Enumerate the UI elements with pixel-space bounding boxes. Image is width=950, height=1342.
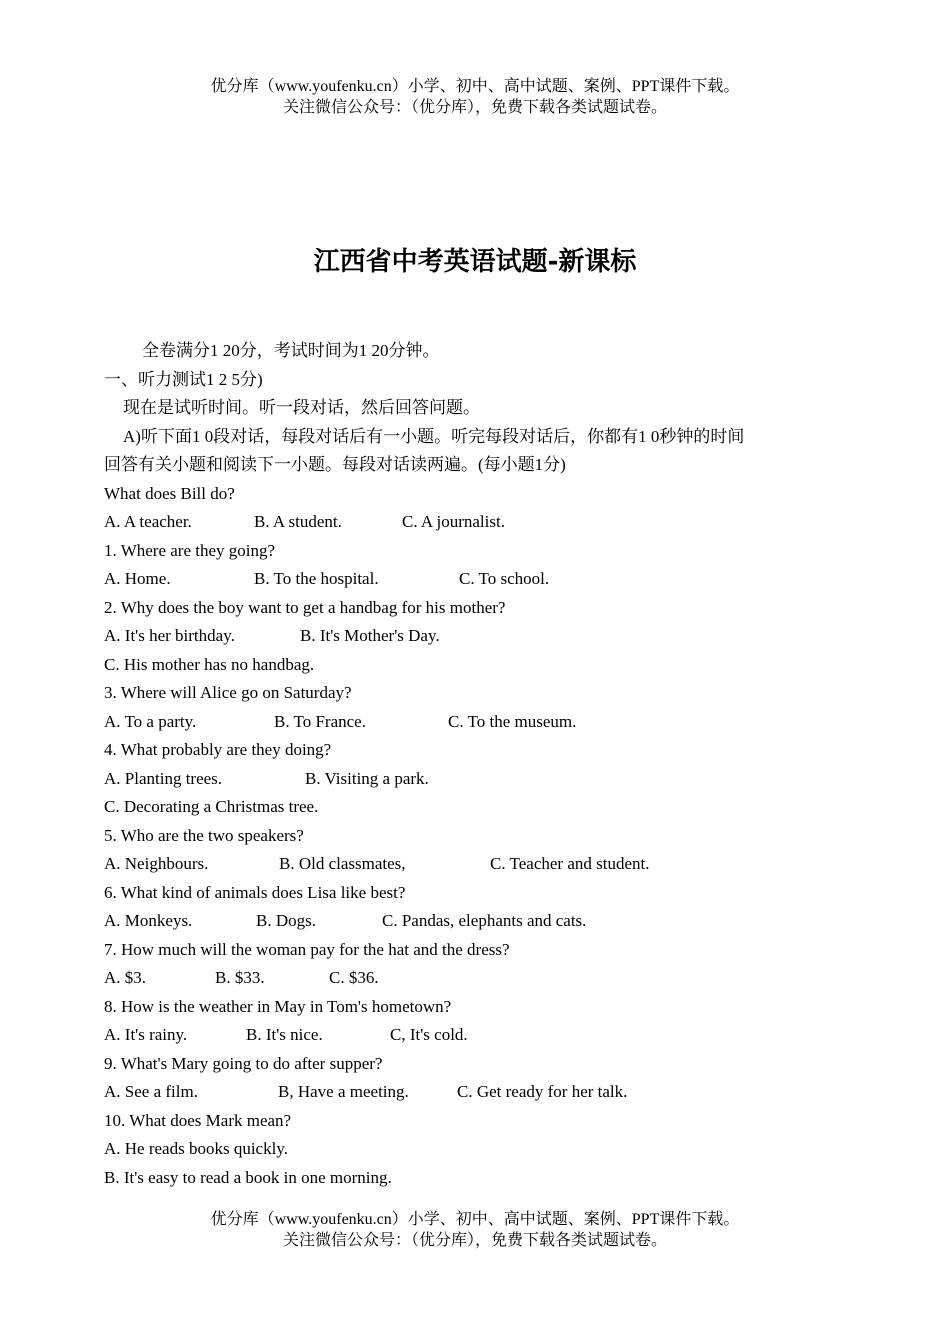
question-1: 1. Where are they going? bbox=[104, 540, 276, 560]
question-8-options bbox=[104, 1021, 834, 1050]
question-9-options bbox=[104, 1078, 834, 1107]
question-2-options bbox=[104, 622, 834, 651]
option-b: B. Visiting a park. bbox=[305, 768, 429, 788]
question-7-options bbox=[104, 964, 834, 993]
option-b: B. Dogs. bbox=[256, 911, 316, 930]
header-line-2: 关注微信公众号：（优分库），免费下载各类试题试卷。 bbox=[282, 99, 667, 116]
option-b: B. Old classmates, bbox=[279, 854, 406, 873]
section-heading: 一、听力测试1 2 5分) bbox=[104, 369, 263, 389]
option-a: A. Monkeys. bbox=[104, 911, 193, 930]
option-a: A. $3. bbox=[104, 968, 147, 987]
question-4-options bbox=[104, 765, 834, 794]
part-a-instructions-2: 回答有关小题和阅读下一小题。每段对话读两遍。(每小题1分) bbox=[104, 455, 566, 474]
footer-line-1: 优分库（www.youfenku.cn）小学、初中、高中试题、案例、PPT课件下载。 bbox=[210, 1211, 740, 1228]
option-c: C. To school. bbox=[459, 569, 550, 588]
question-3-options bbox=[104, 708, 834, 737]
question-4-option-c: C. Decorating a Christmas tree. bbox=[104, 797, 319, 816]
page-footer bbox=[0, 1209, 950, 1251]
question-6-options bbox=[104, 907, 834, 936]
option-a: A. Home. bbox=[104, 569, 171, 588]
question-2: 2. Why does the boy want to get a handbag for his mother? bbox=[104, 597, 506, 617]
option-a: A. A teacher. bbox=[104, 512, 192, 531]
option-a: A. Neighbours. bbox=[104, 854, 209, 873]
header-line-1: 优分库（www.youfenku.cn）小学、初中、高中试题、案例、PPT课件下载。 bbox=[210, 78, 740, 95]
option-b: B. It's nice. bbox=[246, 1025, 323, 1044]
option-a: A. See a film. bbox=[104, 1082, 198, 1101]
full-score-note: 全卷满分1 20分，考试时间为1 20分钟。 bbox=[142, 341, 440, 360]
option-c: C. A journalist. bbox=[402, 512, 505, 531]
part-a-instructions-1: A)听下面1 0段对话，每段对话后有一小题。听完每段对话后，你都有1 0秒钟的时间 bbox=[123, 426, 745, 446]
question-5-options bbox=[104, 850, 834, 879]
question-5: 5. Who are the two speakers? bbox=[104, 825, 304, 845]
question-1-options bbox=[104, 565, 834, 594]
option-a: A. To a party. bbox=[104, 711, 197, 731]
question-9: 9. What's Mary going to do after supper? bbox=[104, 1053, 383, 1073]
option-c: C. Teacher and student. bbox=[490, 854, 650, 873]
question-6: 6. What kind of animals does Lisa like best? bbox=[104, 882, 406, 902]
question-10: 10. What does Mark mean? bbox=[104, 1110, 292, 1130]
option-b: B. To France. bbox=[274, 711, 366, 731]
option-a: A. It's her birthday. bbox=[104, 626, 235, 645]
option-b: B. A student. bbox=[254, 512, 342, 531]
question-7: 7. How much will the woman pay for the hat and the dress? bbox=[104, 939, 510, 959]
question-2-option-c: C. His mother has no handbag. bbox=[104, 654, 315, 674]
option-c: C. Get ready for her talk. bbox=[457, 1082, 628, 1101]
option-c: C. $36. bbox=[329, 968, 379, 987]
question-4: 4. What probably are they doing? bbox=[104, 740, 332, 759]
option-c: C. To the museum. bbox=[448, 711, 577, 731]
question-3: 3. Where will Alice go on Saturday? bbox=[104, 683, 352, 702]
page-title: 江西省中考英语试题-新课标 bbox=[313, 247, 637, 277]
trial-note: 现在是试听时间。听一段对话，然后回答问题。 bbox=[123, 398, 480, 417]
example-question: What does Bill do? bbox=[104, 483, 235, 503]
option-b: B. It's Mother's Day. bbox=[300, 626, 440, 645]
option-b: B. $33. bbox=[215, 968, 265, 987]
question-10-option-b: B. It's easy to read a book in one morning. bbox=[104, 1167, 392, 1187]
option-a: A. It's rainy. bbox=[104, 1025, 188, 1044]
page-header bbox=[0, 76, 950, 118]
question-10-option-a: A. He reads books quickly. bbox=[104, 1139, 288, 1158]
footer-line-2: 关注微信公众号：（优分库），免费下载各类试题试卷。 bbox=[282, 1232, 667, 1249]
option-c: C, It's cold. bbox=[390, 1025, 468, 1044]
example-options bbox=[104, 508, 834, 537]
option-a: A. Planting trees. bbox=[104, 768, 223, 788]
option-b: B, Have a meeting. bbox=[278, 1082, 409, 1101]
question-8: 8. How is the weather in May in Tom's hometown? bbox=[104, 996, 452, 1016]
option-c: C. Pandas, elephants and cats. bbox=[382, 911, 587, 930]
option-b: B. To the hospital. bbox=[254, 569, 379, 588]
exam-content bbox=[104, 337, 834, 1192]
